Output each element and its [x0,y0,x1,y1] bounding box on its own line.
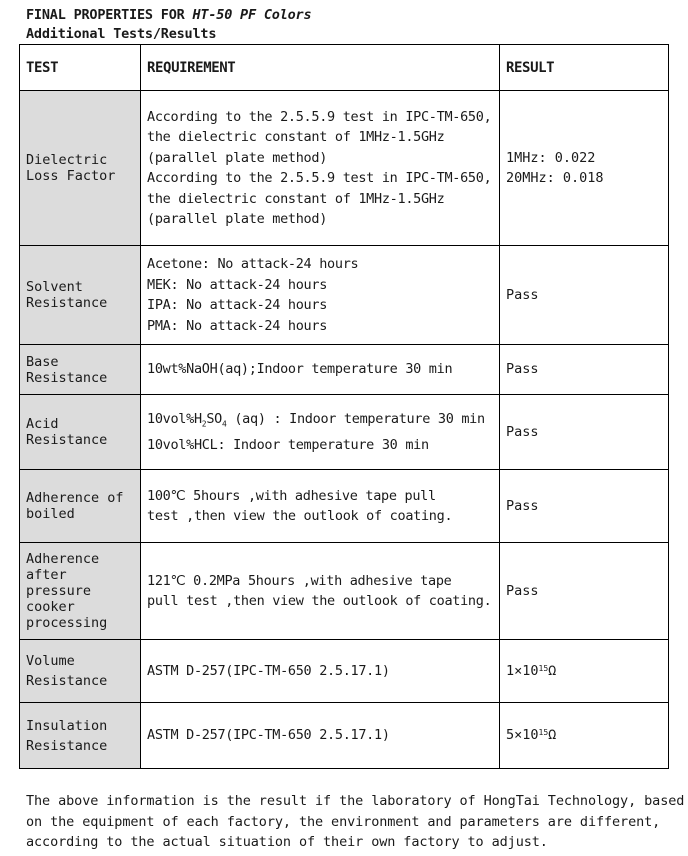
requirement-line: Acetone: No attack-24 hours [147,256,359,272]
column-header-test: TEST [20,45,141,91]
requirement-line: According to the 2.5.5.9 test in IPC-TM-650, [147,108,492,125]
table-row [20,395,669,470]
footnote-line: according to the actual situation of their own factory to adjust. [26,834,548,850]
test-name-line: Acid [26,416,59,432]
formula-subscript: 4 [221,419,227,429]
result-line: 20MHz: 0.018 [506,170,604,186]
result-cell: Pass [500,246,669,345]
result-cell [500,640,669,703]
test-name-cell [20,703,141,769]
requirement-line: According to the 2.5.5.9 test in IPC-TM-650, [147,170,492,186]
result-exponent: 15 [538,728,549,738]
footnote-line: on the equipment of each factory, the environment and parameters are different, [26,813,661,830]
test-name-line: Resistance [26,295,108,311]
requirement-line: test ,then view the outlook of coating. [147,508,453,524]
table-row [20,345,669,395]
test-name-line: Adherence [26,551,100,567]
test-name-line: Base [26,353,59,370]
requirement-line: 10vol%HCL: Indoor temperature 30 min [147,436,429,453]
result-unit: Ω [548,727,557,744]
formula-text: 10vol%H [147,410,202,427]
document-header [26,6,311,44]
requirement-line: the dielectric constant of 1MHz-1.5GHz [147,129,445,145]
requirement-line: MEK: No attack-24 hours [147,276,328,293]
requirement-line: (parallel plate method) [147,211,328,227]
test-name-cell [20,470,141,543]
test-name-cell [20,345,141,395]
test-name-line: after [26,567,67,583]
table-row [20,470,669,543]
result-unit: Ω [548,662,557,679]
requirement-line: IPA: No attack-24 hours [147,297,328,313]
requirement-cell [141,395,500,470]
result-cell [500,91,669,246]
requirement-cell [141,91,500,246]
result-line: 1MHz: 0.022 [506,149,596,166]
table-row [20,543,669,640]
test-name-line: Adherence of [26,490,124,506]
requirement-cell [141,246,500,345]
column-header-result: RESULT [500,45,669,91]
test-name-line: Resistance [26,737,108,754]
test-name-line: pressure [26,583,92,599]
test-name-line: Solvent [26,279,83,295]
test-name-cell [20,543,141,640]
properties-table [19,44,669,769]
document-title [26,6,311,25]
test-name-line: Volume [26,653,75,669]
result-cell: Pass [500,470,669,543]
result-cell: Pass [500,395,669,470]
column-header-requirement: REQUIREMENT [141,45,500,91]
test-name-line: Resistance [26,673,108,689]
test-name-cell [20,640,141,703]
title-prefix: FINAL PROPERTIES FOR [26,7,193,23]
test-name-line: boiled [26,506,75,522]
requirement-line: the dielectric constant of 1MHz-1.5GHz [147,190,445,207]
formula-subscript: 2 [201,419,207,429]
result-cell [500,703,669,769]
requirement-line: 100℃ 5hours ,with adhesive tape pull [147,487,436,504]
formula-text: (aq) : Indoor temperature 30 min [226,410,485,427]
requirement-line: 121℃ 0.2MPa 5hours ,with adhesive tape [147,572,452,589]
test-name-cell [20,395,141,470]
test-name-line: processing [26,615,108,631]
result-cell: Pass [500,345,669,395]
table-row [20,91,669,246]
result-cell: Pass [500,543,669,640]
test-name-line: Resistance [26,369,108,386]
table-row [20,640,669,703]
requirement-line [147,409,493,435]
test-name-line: Loss Factor [26,168,116,184]
result-base: 1×10 [506,662,539,679]
test-name-line: Insulation [26,717,108,734]
requirement-cell: ASTM D-257(IPC-TM-650 2.5.17.1) [141,640,500,703]
document-subtitle: Additional Tests/Results [26,26,217,42]
table-row [20,246,669,345]
requirement-cell: ASTM D-257(IPC-TM-650 2.5.17.1) [141,703,500,769]
result-exponent: 15 [538,663,549,673]
requirement-line: (parallel plate method) [147,149,328,166]
table-header-row [20,45,669,91]
footnote [26,791,686,853]
test-name-line: Dielectric [26,152,108,168]
test-name-cell [20,246,141,345]
test-name-line: cooker [26,599,75,615]
requirement-cell [141,470,500,543]
requirement-cell: 10wt%NaOH(aq);Indoor temperature 30 min [141,345,500,395]
product-model: HT-50 PF Colors [192,7,312,23]
requirement-line: PMA: No attack-24 hours [147,317,328,334]
requirement-line: pull test ,then view the outlook of coating. [147,593,492,609]
table-row [20,703,669,769]
requirement-cell [141,543,500,640]
formula-text: SO [206,410,222,427]
test-name-cell [20,91,141,246]
footnote-line: The above information is the result if the laboratory of HongTai Technology, based [26,793,685,809]
test-name-line: Resistance [26,432,108,448]
result-base: 5×10 [506,727,539,744]
